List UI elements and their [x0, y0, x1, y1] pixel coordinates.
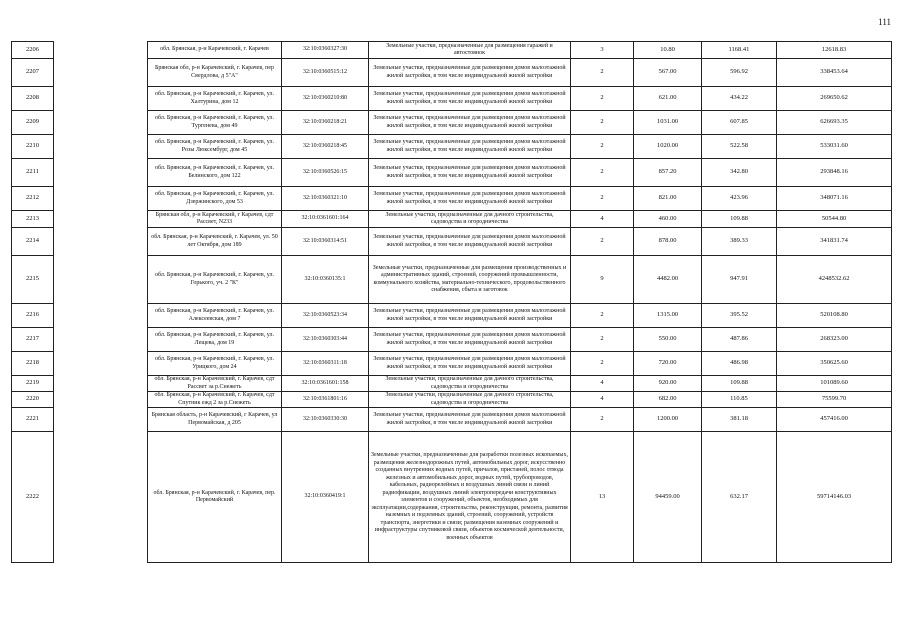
cell-area: 4482.00	[634, 256, 702, 304]
cell-cadastral-number: 32:10:0360311:18	[282, 352, 369, 376]
cell-specific-value: 596.92	[702, 59, 777, 87]
cell-cadastral-value: 59714146.03	[777, 432, 892, 563]
cell-number: 2216	[12, 304, 54, 328]
cell-specific-value: 607.85	[702, 111, 777, 135]
spacer-cell	[54, 256, 148, 304]
table-row	[12, 328, 892, 352]
cell-specific-value: 395.52	[702, 304, 777, 328]
cell-group: 4	[571, 392, 634, 408]
cell-group: 2	[571, 59, 634, 87]
cell-area: 94459.00	[634, 432, 702, 563]
spacer-cell	[54, 42, 148, 59]
cell-specific-value: 342.80	[702, 159, 777, 187]
cell-cadastral-number: 32:10:0360321:10	[282, 187, 369, 211]
cell-cadastral-number: 32:10:0360218:21	[282, 111, 369, 135]
cell-area: 621.00	[634, 87, 702, 111]
table-row	[12, 432, 892, 563]
cell-group: 2	[571, 159, 634, 187]
cell-cadastral-number: 32:10:0360210:80	[282, 87, 369, 111]
cell-cadastral-number: 32:10:0360303:44	[282, 328, 369, 352]
cell-number: 2218	[12, 352, 54, 376]
table-row	[12, 304, 892, 328]
cell-group: 2	[571, 111, 634, 135]
cell-cadastral-number: 32:10:0360314:51	[282, 228, 369, 256]
cell-address: обл. Брянская, р-н Карачевский, г. Карачев, сдт Рассвет за р.Снежеть	[148, 376, 282, 392]
cell-land-use: Земельные участки, предназначенные для дачного строительства, садоводства и огородничества	[369, 392, 571, 408]
cell-area: 1200.00	[634, 408, 702, 432]
cell-specific-value: 947.91	[702, 256, 777, 304]
cell-group: 4	[571, 376, 634, 392]
cell-land-use: Земельные участки, предназначенные для размещения домов малоэтажной жилой застройки, в том числе индивидуальной жилой застройки	[369, 111, 571, 135]
cell-number: 2211	[12, 159, 54, 187]
cell-land-use: Земельные участки, предназначенные для размещения домов малоэтажной жилой застройки, в том числе индивидуальной жилой застройки	[369, 408, 571, 432]
cell-area: 550.00	[634, 328, 702, 352]
cell-specific-value: 381.18	[702, 408, 777, 432]
cell-number: 2206	[12, 42, 54, 59]
cell-land-use: Земельные участки, предназначенные для размещения домов малоэтажной жилой застройки, в том числе индивидуальной жилой застройки	[369, 135, 571, 159]
cell-land-use: Земельные участки, предназначенные для размещения домов малоэтажной жилой застройки, в том числе индивидуальной жилой застройки	[369, 328, 571, 352]
cell-land-use: Земельные участки, предназначенные для дачного строительства, садоводства и огородничества	[369, 376, 571, 392]
cell-cadastral-number: 32:10:0360218:45	[282, 135, 369, 159]
spacer-cell	[54, 135, 148, 159]
cell-cadastral-number: 32:10:0361601:158	[282, 376, 369, 392]
cell-area: 460.00	[634, 211, 702, 228]
cell-area: 682.00	[634, 392, 702, 408]
cell-cadastral-value: 75599.70	[777, 392, 892, 408]
spacer-cell	[54, 392, 148, 408]
page-number: 111	[878, 17, 891, 27]
cell-address: обл. Брянская, р-н Карачевский, г. Карачев, ул. Горького, уч. 2 "К"	[148, 256, 282, 304]
cell-number: 2220	[12, 392, 54, 408]
cell-address: Брянская обл, р-н Карачевский, г. Карачев, пер Свердлова, д 5"А"	[148, 59, 282, 87]
cell-specific-value: 109.88	[702, 376, 777, 392]
cell-number: 2219	[12, 376, 54, 392]
cell-area: 1031.00	[634, 111, 702, 135]
cell-land-use: Земельные участки, предназначенные для размещения гаражей и автостоянок	[369, 42, 571, 59]
cell-specific-value: 423.96	[702, 187, 777, 211]
cell-group: 13	[571, 432, 634, 563]
cell-number: 2217	[12, 328, 54, 352]
cell-cadastral-value: 626693.35	[777, 111, 892, 135]
cell-land-use: Земельные участки, предназначенные для размещения производственных и административных зданий, строений, сооружений промышленности, коммунального хозяйства, материально-технического, продовольственного снабжения, сбыта и заготовок	[369, 256, 571, 304]
cell-cadastral-value: 533031.60	[777, 135, 892, 159]
cell-group: 2	[571, 228, 634, 256]
cell-address: обл. Брянская, р-н Карачевский, г. Карачев, ул. Халтурина, дом 12	[148, 87, 282, 111]
cell-number: 2210	[12, 135, 54, 159]
cell-number: 2208	[12, 87, 54, 111]
table-row	[12, 159, 892, 187]
cell-number: 2221	[12, 408, 54, 432]
cell-group: 2	[571, 304, 634, 328]
cell-specific-value: 522.58	[702, 135, 777, 159]
cell-cadastral-number: 32:10:0360526:15	[282, 159, 369, 187]
spacer-cell	[54, 111, 148, 135]
cell-land-use: Земельные участки, предназначенные для разработки полезных ископаемых, размещения железнодорожных путей, автомобильных дорог, искусственно созданных внутренних водных путей, причалов, пристаней, полос отвода железных и автомобильных дорог, водных путей, трубопроводов, кабельных, радиорелейных и воздушных линий связи и линий радиофикации, воздушных линий электропередачи конструктивных элементов и сооружений, объектов, необходимых для эксплуатации,содержания, строительства, реконструкции, ремонта, развития наземных и подземных зданий, строений, сооружений, устройств транспорта, энергетики и связи; размещения наземных сооружений и инфраструктуры спутниковой связи, объектов космической деятельности, военных объектов	[369, 432, 571, 563]
cell-land-use: Земельные участки, предназначенные для размещения домов малоэтажной жилой застройки, в том числе индивидуальной жилой застройки	[369, 352, 571, 376]
cell-cadastral-value: 350625.60	[777, 352, 892, 376]
cell-cadastral-number: 32:10:0360135:1	[282, 256, 369, 304]
cell-cadastral-value: 341831.74	[777, 228, 892, 256]
table-row	[12, 352, 892, 376]
cell-specific-value: 109.88	[702, 211, 777, 228]
cell-area: 720.00	[634, 352, 702, 376]
cell-address: обл. Брянская, р-н Карачевский, г. Карачев, сдт Спутник ежд 2 за р.Снежеть	[148, 392, 282, 408]
cell-number: 2213	[12, 211, 54, 228]
cell-address: обл. Брянская, р-н Карачевский, г. Карачев, ул. Алексеевская, дом 7	[148, 304, 282, 328]
table-row	[12, 135, 892, 159]
cell-cadastral-value: 50544.80	[777, 211, 892, 228]
cell-address: Брянская обл, р-н Карачевский, г Карачев, сдт Рассвет, N233	[148, 211, 282, 228]
table-row	[12, 187, 892, 211]
table-row	[12, 408, 892, 432]
table-row	[12, 256, 892, 304]
cell-specific-value: 632.17	[702, 432, 777, 563]
cell-cadastral-number: 32:10:0361601:164	[282, 211, 369, 228]
cell-cadastral-value: 348071.16	[777, 187, 892, 211]
cell-cadastral-value: 12618.83	[777, 42, 892, 59]
cell-address: обл. Брянская, р-н Карачевский, г. Карачев, ул. Белинского, дом 122	[148, 159, 282, 187]
cell-specific-value: 389.33	[702, 228, 777, 256]
cell-specific-value: 486.98	[702, 352, 777, 376]
spacer-cell	[54, 187, 148, 211]
cell-specific-value: 1168.41	[702, 42, 777, 59]
table-body	[12, 42, 892, 563]
table-row	[12, 376, 892, 392]
spacer-cell	[54, 432, 148, 563]
cell-land-use: Земельные участки, предназначенные для дачного строительства, садоводства и огородничества	[369, 211, 571, 228]
cell-area: 821.00	[634, 187, 702, 211]
spacer-cell	[54, 159, 148, 187]
cell-cadastral-value: 338453.64	[777, 59, 892, 87]
cell-land-use: Земельные участки, предназначенные для размещения домов малоэтажной жилой застройки, в том числе индивидуальной жилой застройки	[369, 228, 571, 256]
cell-area: 567.00	[634, 59, 702, 87]
cell-specific-value: 434.22	[702, 87, 777, 111]
cell-cadastral-value: 520108.80	[777, 304, 892, 328]
cell-number: 2222	[12, 432, 54, 563]
table-row	[12, 87, 892, 111]
spacer-cell	[54, 59, 148, 87]
cell-land-use: Земельные участки, предназначенные для размещения домов малоэтажной жилой застройки, в том числе индивидуальной жилой застройки	[369, 87, 571, 111]
cell-number: 2215	[12, 256, 54, 304]
cell-address: обл. Брянская, р-н Карачевский, г. Карачев, пер. Первомайский	[148, 432, 282, 563]
cell-cadastral-number: 32:10:0360330:30	[282, 408, 369, 432]
cell-address: обл. Брянская, р-н Карачевский, г. Карачев, ул. Дзержинского, дом 53	[148, 187, 282, 211]
cell-address: обл. Брянская, р-н Карачевский, г. Карачев, ул. Тургенева, дом 49	[148, 111, 282, 135]
cell-cadastral-value: 101089.60	[777, 376, 892, 392]
spacer-cell	[54, 211, 148, 228]
cell-cadastral-number: 32:10:0360327:30	[282, 42, 369, 59]
cell-address: обл. Брянская, р-н Карачевский, г. Карачев	[148, 42, 282, 59]
cell-group: 2	[571, 352, 634, 376]
cell-area: 920.00	[634, 376, 702, 392]
spacer-cell	[54, 376, 148, 392]
spacer-cell	[54, 352, 148, 376]
cell-group: 2	[571, 87, 634, 111]
cell-cadastral-number: 32:10:0360515:12	[282, 59, 369, 87]
cell-address: обл. Брянская, р-н Карачевский, г. Карачев, ул. Лещева, дом 19	[148, 328, 282, 352]
cell-specific-value: 110.85	[702, 392, 777, 408]
table-row	[12, 42, 892, 59]
spacer-cell	[54, 304, 148, 328]
cell-group: 4	[571, 211, 634, 228]
cell-area: 878.00	[634, 228, 702, 256]
cell-land-use: Земельные участки, предназначенные для размещения домов малоэтажной жилой застройки, в том числе индивидуальной жилой застройки	[369, 59, 571, 87]
cell-number: 2212	[12, 187, 54, 211]
cell-address: обл. Брянская, р-н Карачевский, г. Карачев, ул. Урицкого, дом 24	[148, 352, 282, 376]
cell-cadastral-number: 32:10:0360419:1	[282, 432, 369, 563]
cell-group: 2	[571, 408, 634, 432]
cell-cadastral-value: 268323.00	[777, 328, 892, 352]
cell-address: Брянская область, р-н Карачевский, г Карачев, ул Первомайская, д 205	[148, 408, 282, 432]
cell-group: 2	[571, 328, 634, 352]
cell-area: 1020.00	[634, 135, 702, 159]
cell-cadastral-value: 457416.00	[777, 408, 892, 432]
cell-group: 2	[571, 187, 634, 211]
cell-address: обл. Брянская, р-н Карачевский, г. Карачев, ул. Розы Люксембург, дом 45	[148, 135, 282, 159]
cell-area: 857.20	[634, 159, 702, 187]
cell-group: 2	[571, 135, 634, 159]
spacer-cell	[54, 408, 148, 432]
cell-number: 2209	[12, 111, 54, 135]
cell-cadastral-number: 32:10:0361801:16	[282, 392, 369, 408]
cell-land-use: Земельные участки, предназначенные для размещения домов малоэтажной жилой застройки, в том числе индивидуальной жилой застройки	[369, 304, 571, 328]
table-row	[12, 228, 892, 256]
cell-cadastral-value: 293848.16	[777, 159, 892, 187]
cell-land-use: Земельные участки, предназначенные для размещения домов малоэтажной жилой застройки, в том числе индивидуальной жилой застройки	[369, 187, 571, 211]
cell-number: 2207	[12, 59, 54, 87]
cadastral-value-table	[11, 41, 892, 563]
cell-address: обл. Брянская, р-н Карачевский, г. Карачев, ул. 50 лет Октября, дом 189	[148, 228, 282, 256]
cell-land-use: Земельные участки, предназначенные для размещения домов малоэтажной жилой застройки, в том числе индивидуальной жилой застройки	[369, 159, 571, 187]
cell-area: 10.80	[634, 42, 702, 59]
spacer-cell	[54, 87, 148, 111]
table-row	[12, 59, 892, 87]
cell-cadastral-value: 269650.62	[777, 87, 892, 111]
cell-group: 3	[571, 42, 634, 59]
cell-number: 2214	[12, 228, 54, 256]
cell-specific-value: 487.86	[702, 328, 777, 352]
cell-cadastral-number: 32:10:0360523:34	[282, 304, 369, 328]
cell-group: 9	[571, 256, 634, 304]
spacer-cell	[54, 328, 148, 352]
cell-cadastral-value: 4248532.62	[777, 256, 892, 304]
table-row	[12, 392, 892, 408]
spacer-cell	[54, 228, 148, 256]
table-row	[12, 111, 892, 135]
cell-area: 1315.00	[634, 304, 702, 328]
table-row	[12, 211, 892, 228]
